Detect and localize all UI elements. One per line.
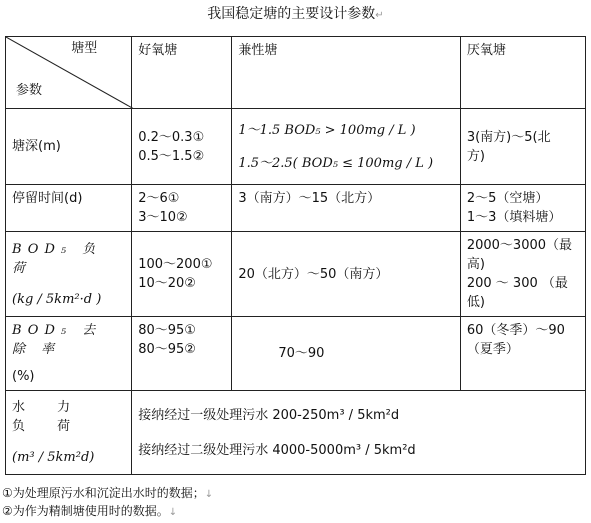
cell-line: 接纳经过一级处理污水 200-250m³ / 5km²d: [138, 407, 400, 423]
row-label-load: [6, 232, 132, 317]
cell-line: 低): [466, 295, 485, 310]
cell-line: 200 ～ 300 （最: [466, 276, 568, 291]
cell-line: 80～95②: [138, 342, 196, 357]
cell-line: 高): [466, 257, 485, 272]
table-header-row: [6, 37, 586, 109]
cell-line: 2～6①: [138, 191, 180, 206]
row-label-hydraulic: [6, 391, 132, 475]
cell-line: 80～95①: [138, 323, 196, 338]
row-label-depth: 塘深(m): [6, 109, 132, 185]
table-row: [6, 391, 586, 475]
cell-line: 3(南方)～5(北: [466, 129, 551, 145]
retention-aerobic: [132, 185, 232, 232]
table-row: [6, 317, 586, 391]
header-anaerobic: 厌氧塘: [460, 37, 585, 109]
cell-line: 1～3（填料塘）: [466, 210, 562, 225]
load-anaerobic: [460, 232, 585, 317]
footnote-text: ②为作为精制塘使用时的数据。: [2, 504, 169, 518]
design-parameter-table: [5, 36, 586, 475]
row-label-retention: 停留时间(d): [6, 185, 132, 232]
cell-line: BOD₅ 去 除 率: [12, 323, 102, 357]
line-break-icon: ↓: [204, 489, 214, 500]
cell-line: (m³ / 5km²d): [12, 450, 95, 465]
pond-type-label: 塘型: [71, 41, 98, 56]
cell-line: 2000～3000（最: [466, 238, 573, 253]
cell-line: (%): [12, 369, 35, 384]
footnote-text: ①为处理原污水和沉淀出水时的数据；: [2, 486, 205, 500]
row-label-removal: [6, 317, 132, 391]
footnote-1: [2, 484, 213, 504]
cell-line: (kg / 5km²·d ): [12, 291, 102, 307]
depth-aerobic: [132, 109, 232, 185]
document-title: [0, 3, 591, 23]
table-row: [6, 185, 586, 232]
cell-line: 2～5（空塘）: [466, 191, 549, 206]
line-break-icon: ↓: [168, 507, 178, 518]
diagonal-header-cell: [6, 37, 132, 109]
retention-facultative: 3（南方）～15（北方）: [232, 185, 461, 232]
removal-anaerobic: [460, 317, 585, 391]
depth-facultative: [232, 109, 461, 185]
cell-line: BOD₅ 负 荷: [12, 241, 102, 276]
table-row: [6, 109, 586, 185]
retention-anaerobic: [460, 185, 585, 232]
title-text: 我国稳定塘的主要设计参数: [207, 6, 376, 22]
cell-line: 60（冬季）～90: [466, 323, 565, 338]
removal-facultative: [232, 317, 461, 391]
footnote-2: [2, 502, 177, 522]
table-row: [6, 232, 586, 317]
cell-line: 1.5～2.5( BOD₅ ≤ 100mg / L ): [238, 155, 434, 171]
load-facultative: 20（北方）～50（南方）: [232, 232, 461, 317]
cell-line: 0.5～1.5②: [138, 148, 205, 164]
cell-line: 水 力 负 荷: [12, 400, 85, 434]
cell-line: （夏季）: [466, 342, 519, 357]
cell-line: 10～20②: [138, 276, 196, 291]
cell-line: 0.2～0.3①: [138, 129, 205, 145]
cell-line: 70～90: [278, 346, 325, 361]
paragraph-mark-icon: ↵: [375, 10, 384, 21]
cell-line: 接纳经过二级处理污水 4000-5000m³ / 5km²d: [138, 442, 416, 458]
cell-line: 3～10②: [138, 210, 188, 225]
cell-line: 100～200①: [138, 257, 213, 272]
header-facultative: 兼性塘: [232, 37, 461, 109]
header-aerobic: 好氧塘: [132, 37, 232, 109]
cell-line: 1～1.5 BOD₅ > 100mg / L ): [238, 122, 416, 138]
parameter-label: 参数: [16, 83, 43, 98]
hydraulic-value: [132, 391, 586, 475]
removal-aerobic: [132, 317, 232, 391]
load-aerobic: [132, 232, 232, 317]
depth-anaerobic: [460, 109, 585, 185]
cell-line: 方): [466, 148, 485, 164]
